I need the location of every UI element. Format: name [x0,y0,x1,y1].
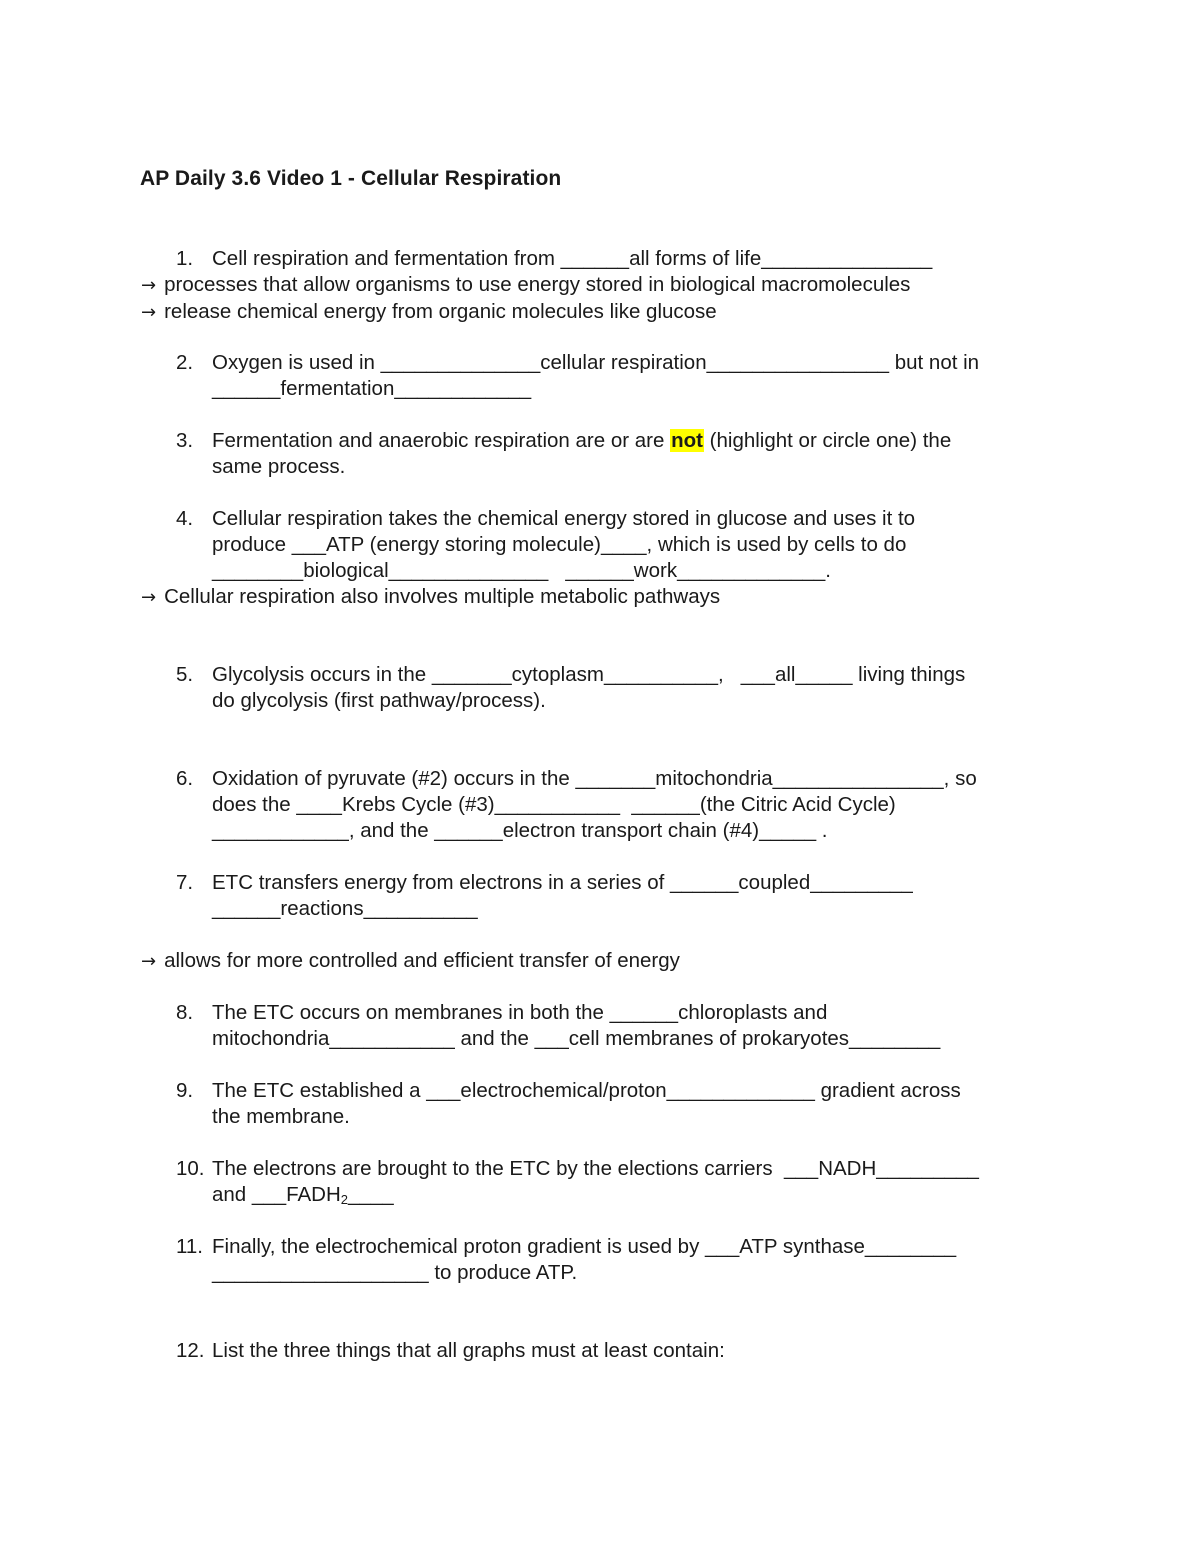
question-11 [176,1234,1066,1286]
question-number: 3. [176,429,194,452]
question-text: (highlight or circle one) the [703,429,952,452]
question-text: do glycolysis (first pathway/process). [212,689,546,712]
question-1 [176,246,1066,272]
question-number: 2. [176,351,194,374]
question-text: The ETC occurs on membranes in both the ______chloroplasts and [212,1001,828,1024]
question-text: ETC transfers energy from electrons in a series of ______coupled_________ [212,871,913,894]
arrow-note-2 [141,299,717,326]
question-text: produce ___ATP (energy storing molecule)____, which is used by cells to do [212,533,907,556]
highlighted-answer: not [671,429,703,452]
question-number: 8. [176,1001,194,1024]
question-number: 11. [176,1235,203,1258]
question-text: ___________________ to produce ATP. [212,1261,578,1284]
arrow-note-text: release chemical energy from organic molecules like glucose [164,300,717,323]
question-number: 12. [176,1339,205,1362]
arrow-note-3 [141,584,720,611]
question-text: Cell respiration and fermentation from ______all forms of life_______________ [212,247,933,270]
question-number: 9. [176,1079,194,1102]
question-text: Cellular respiration takes the chemical energy stored in glucose and uses it to [212,507,916,530]
question-text: the membrane. [212,1105,350,1128]
question-text: ____ [348,1183,394,1206]
question-12 [176,1338,1066,1364]
question-6 [176,766,1066,844]
question-7 [176,870,1066,922]
subscript: 2 [340,1192,349,1207]
question-text: The electrons are brought to the ETC by the elections carriers ___NADH_________ [212,1157,979,1180]
arrow-note-text: allows for more controlled and efficient transfer of energy [164,949,680,972]
question-3 [176,428,1066,480]
question-9 [176,1078,1066,1130]
arrow-icon: → [141,587,157,608]
question-text: The ETC established a ___electrochemical/proton_____________ gradient across [212,1079,961,1102]
question-2 [176,350,1066,402]
question-number: 4. [176,507,194,530]
question-number: 6. [176,767,194,790]
question-8 [176,1000,1066,1052]
question-text: mitochondria___________ and the ___cell membranes of prokaryotes________ [212,1027,941,1050]
question-text: List the three things that all graphs must at least contain: [212,1339,725,1362]
question-4 [176,506,1066,584]
question-number: 1. [176,247,194,270]
arrow-icon: → [141,302,157,323]
question-10 [176,1156,1066,1208]
page-title: AP Daily 3.6 Video 1 - Cellular Respiration [140,167,562,190]
question-5 [176,662,1066,714]
arrow-note-4 [141,948,680,975]
question-text: Finally, the electrochemical proton gradient is used by ___ATP synthase________ [212,1235,957,1258]
question-text: ______fermentation____________ [212,377,532,400]
question-text: same process. [212,455,346,478]
question-text: ________biological______________ ______work_____________. [212,559,831,582]
arrow-note-text: processes that allow organisms to use energy stored in biological macromolecules [164,273,911,296]
question-number: 10. [176,1157,205,1180]
arrow-note-1 [141,272,910,299]
question-text: Fermentation and anaerobic respiration are or are [212,429,671,452]
question-text: Glycolysis occurs in the _______cytoplasm__________, ___all_____ living things [212,663,966,686]
arrow-icon: → [141,275,157,296]
question-text: ______reactions__________ [212,897,478,920]
question-number: 7. [176,871,194,894]
question-text: Oxygen is used in ______________cellular respiration________________ but not in [212,351,980,374]
question-text: and ___FADH [212,1183,341,1206]
arrow-icon: → [141,951,157,972]
arrow-note-text: Cellular respiration also involves multiple metabolic pathways [164,585,721,608]
question-number: 5. [176,663,194,686]
question-text: does the ____Krebs Cycle (#3)___________ ______(the Citric Acid Cycle) [212,793,896,816]
question-text: Oxidation of pyruvate (#2) occurs in the _______mitochondria_______________, so [212,767,977,790]
question-text: ____________, and the ______electron transport chain (#4)_____ . [212,819,828,842]
